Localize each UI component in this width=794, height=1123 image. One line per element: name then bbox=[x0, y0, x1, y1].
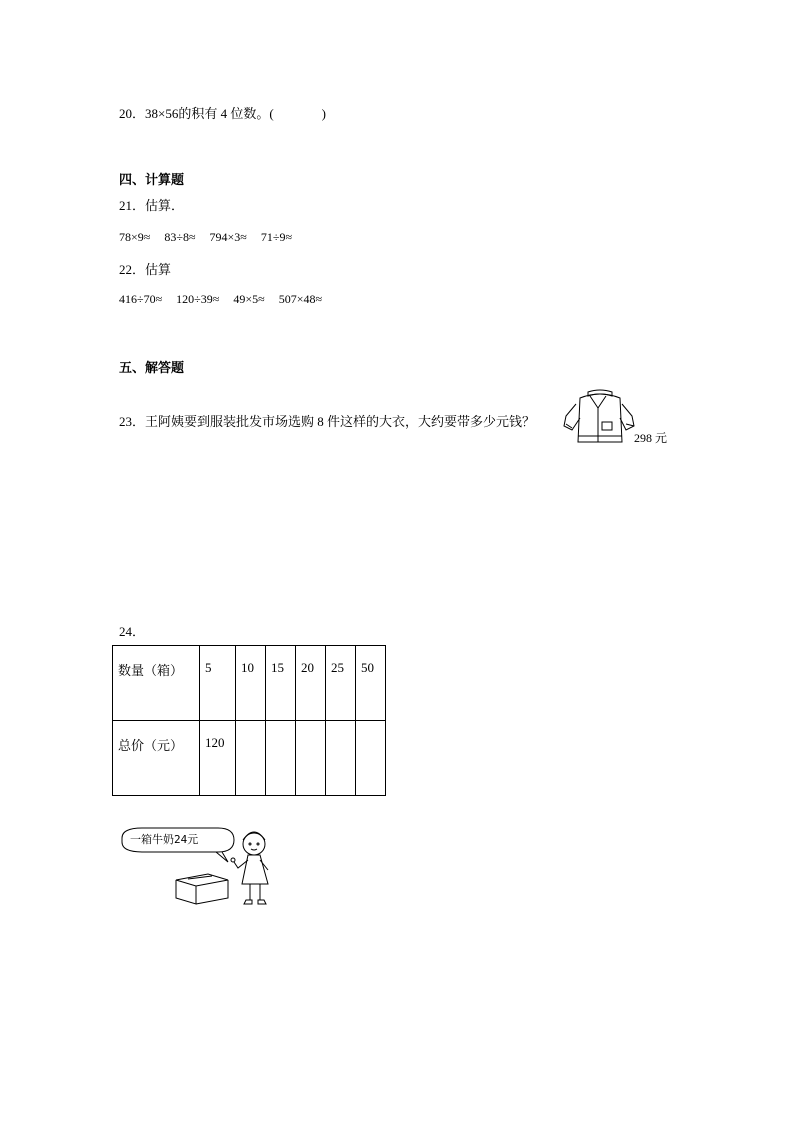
table-row bbox=[113, 721, 386, 796]
question-21-items bbox=[119, 230, 292, 244]
speech-bubble-text: 一箱牛奶24元 bbox=[130, 833, 199, 846]
table-cell: 5 bbox=[200, 646, 236, 721]
section-4-title: 四、计算题 bbox=[119, 172, 185, 187]
estimate-item: 120÷39≈ bbox=[176, 292, 220, 306]
milk-illustration bbox=[112, 822, 282, 912]
estimate-item: 507×48≈ bbox=[278, 292, 323, 306]
table-cell bbox=[296, 721, 326, 796]
question-22-label: 22．估算 bbox=[119, 262, 172, 277]
question-20 bbox=[119, 106, 326, 122]
table-cell: 25 bbox=[326, 646, 356, 721]
table-cell: 10 bbox=[236, 646, 266, 721]
coat-price: 298 元 bbox=[634, 431, 668, 445]
answer-paren-close: ) bbox=[321, 106, 327, 121]
table-cell bbox=[266, 721, 296, 796]
question-21-label: 21．估算． bbox=[119, 198, 185, 213]
table-cell bbox=[326, 721, 356, 796]
estimate-item: 71÷9≈ bbox=[260, 230, 293, 244]
table-cell: 20 bbox=[296, 646, 326, 721]
table-row bbox=[113, 646, 386, 721]
question-24-label: 24． bbox=[119, 624, 146, 639]
table-header-cell: 总价（元） bbox=[113, 721, 200, 796]
estimate-item: 49×5≈ bbox=[233, 292, 265, 306]
table-cell: 50 bbox=[356, 646, 386, 721]
table-cell bbox=[356, 721, 386, 796]
estimate-item: 83÷8≈ bbox=[164, 230, 196, 244]
section-5-title: 五、解答题 bbox=[119, 360, 185, 375]
question-22-items bbox=[119, 292, 322, 306]
estimate-item: 794×3≈ bbox=[209, 230, 247, 244]
table-cell bbox=[236, 721, 266, 796]
estimate-item: 416÷70≈ bbox=[119, 292, 163, 306]
table-cell: 15 bbox=[266, 646, 296, 721]
quantity-price-table bbox=[112, 645, 386, 796]
estimate-item: 78×9≈ bbox=[119, 230, 151, 244]
table-cell: 120 bbox=[200, 721, 236, 796]
table-header-cell: 数量（箱） bbox=[113, 646, 200, 721]
question-20-text: 20．38×56的积有 4 位数。( bbox=[119, 106, 274, 121]
question-23-text: 23．王阿姨要到服装批发市场选购 8 件这样的大衣，大约要带多少元钱？ bbox=[119, 414, 536, 429]
